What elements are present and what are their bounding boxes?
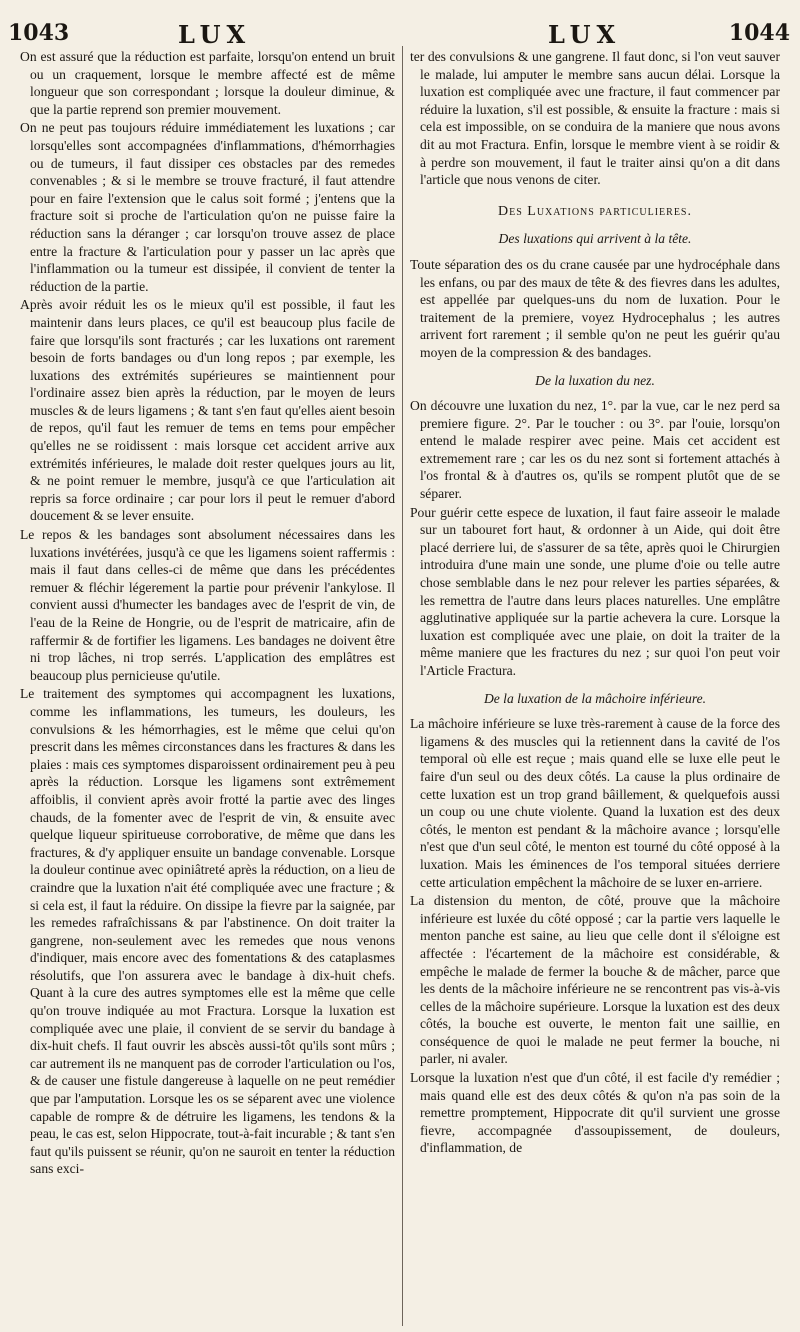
paragraph: Pour guérir cette espece de luxation, il faut faire asseoir le malade sur un tabouret fort haut, & ordonner à un Aide, qui doit être placé derriere lui, de s'assurer de sa tête, après quoi le Chirurgien introduira d'une main une sonde, une plume d'oie ou telle autre chose semblable dans le nez pour relever les parties séparées, & les remettra de l'autre dans leurs places naturelles. Une emplâtre agglutinative appliquée sur la partie achevera la cure. Lorsque la luxation est compliquée avec une plaie, on doit la traiter de la même maniere que les fractures du nez ; sur quoi l'on peut voir l'Article Fractura.	[410, 504, 780, 678]
section-heading: Des Luxations particulieres.	[498, 203, 692, 219]
paragraph: On découvre une luxation du nez, 1°. par la vue, car le nez perd sa premiere figure. 2°. Par le toucher : ou 3°. par l'ouie, lorsqu'on entend le malade respirer avec peine. Mais cet accident est extremement rare ; car les os du nez sont si fortement attachés à l'os frontal & à d'autres os, qu'ils se rompent plutôt que de se séparer.	[410, 398, 780, 502]
page-header	[0, 0, 800, 49]
paragraph: On est assuré que la réduction est parfaite, lorsqu'on entend un bruit ou un craquement, lorsque le membre affecté est de même longueur que son correspondant ; lorsque la douleur diminue, & que la partie reprend son premier mouvement.	[20, 49, 395, 117]
running-head-right: LUX	[548, 20, 622, 49]
subheading: De la luxation de la mâchoire inférieure.	[483, 690, 707, 706]
paragraph: On ne peut pas toujours réduire immédiatement les luxations ; car lorsqu'elles sont accompagnées d'inflammations, d'hémorrhagies ou de tumeurs, il faut dissiper ces obstacles par des remedes convenables ; & si le membre se trouve fracturé, il faut attendre pour en faire l'extension que le calus soit formé ; j'entens que la fracture soit si proche de l'articulation qu'on ne puisse faire la réduction sans la déranger ; car lorsqu'on trouve assez de place entre la fracture & l'articulation pour y passer un lac après que l'inflammation ou la tumeur est dissipée, il convient de tenter la réduction de la partie.	[20, 120, 395, 294]
right-column	[410, 48, 780, 1328]
paragraph: Toute séparation des os du crane causée par une hydrocéphale dans les enfans, ou par des maux de tête & des fievres dans les adultes, est appellée par quelques-uns du nom de luxation. Pour le traitement de la premiere, voyez Hydrocephalus ; les autres arrivent fort rarement ; il semble qu'on ne peut les guérir qu'au moyen de la compression & des bandages.	[410, 256, 780, 360]
page-number-right: 1044	[728, 20, 790, 46]
page-number-left: 1043	[8, 20, 70, 46]
column-divider	[402, 46, 403, 1326]
running-head-left: LUX	[178, 20, 252, 49]
subheading: Des luxations qui arrivent à la tête.	[498, 231, 692, 247]
paragraph: La distension du menton, de côté, prouve que la mâchoire inférieure est luxée du côté opposé ; car la partie vers laquelle le menton panche est saine, au lieu que celle dont il s'éloigne est affectée : l'écartement de la mâchoire est considérable, & empêche le malade de fermer la bouche & de mâcher, parce que les dents de la mâchoire inférieure ne se rencontrent pas vis-à-vis celles de la mâchoire supérieure. Lorsque la luxation est des deux côtés, la bouche est ouverte, le menton fait une saillie, en conséquence de quoi le malade ne peut fermer la bouche, ni parler, ni avaler.	[410, 893, 780, 1067]
paragraph: Le traitement des symptomes qui accompagnent les luxations, comme les inflammations, les tumeurs, les douleurs, les convulsions & les hémorrhagies, est le même que celui qu'on prescrit dans les mêmes circonstances dans les fractures & dans les plaies : mais ces symptomes disparoissent ordinairement peu à peu après la réduction. Lorsque les ligamens sont extrêmement affoiblis, il convient après avoir frotté la partie avec des linges chauds, de la fomenter avec de l'esprit de vin, & ensuite avec quelque liqueur spiritueuse corroborative, de même que dans les fractures, & d'y appliquer ensuite un bandage convenable. Lorsque la douleur continue avec opiniâtreté après la réduction, on a lieu de craindre que la luxation n'ait été compliquée avec une fracture ; & si cela est, il faut la réduire. On dissipe la fievre par la saignée, par les remedes rafraîchissans & par l'abstinence. On doit traiter la gangrene, non-seulement avec les remedes que nous venons d'indiquer, mais encore avec des fomentations & des cataplasmes résolutifs, que l'on assurera avec le bandage à dix-huit chefs. Quant à la cure des autres symptomes elle est la même que celle qu'on trouve indiquée au mot Fractura. Lorsque la luxation est compliquée avec une plaie, il convient de se servir du bandage à dix-huit chefs. Il faut ouvrir les abscès aussi-tôt qu'ils sont mûrs ; car autrement ils ne manquent pas de corroder l'articulation ou l'os, & de causer une fistule dangereuse à laquelle on ne peut remédier que par l'amputation. Lorsque les os se séparent avec une violence capable de rompre & de détruire les ligamens, les tendons & la peau, le cas est, selon Hippocrate, tout-à-fait incurable ; & tant s'en faut qu'ils puissent se réunir, qu'on ne sauroit en tenter la réduction sans exci-	[20, 686, 395, 1177]
paragraph: Après avoir réduit les os le mieux qu'il est possible, il faut les maintenir dans leurs places, ce qu'il est beaucoup plus facile de faire que lorsqu'ils sont fracturés ; car les luxations ont rarement besoin de forts bandages ou d'un long repos ; par exemple, les luxations des extrémités supérieures se maintiennent pour l'ordinaire assez bien après la réduction, par le moyen de leurs muscles & de leurs ligamens ; & tant s'en faut qu'elles aient besoin de repos, qu'il faut les remuer de tems en tems pour empêcher qu'elles ne se roidissent : mais lorsque cet accident arrive aux extrémités inférieures, le malade doit rester quelques jours au lit, & ne point remuer le membre, jusqu'à ce que l'articulation ait repris sa force ordinaire ; car pour lors il peut le remuer d'abord doucement & se lever ensuite.	[20, 297, 395, 524]
subheading: De la luxation du nez.	[535, 372, 655, 388]
left-column	[20, 48, 395, 1328]
paragraph: ter des convulsions & une gangrene. Il faut donc, si l'on veut sauver le malade, lui amputer le membre sans aucun délai. Lorsque la luxation est compliquée avec une fracture, il faut commencer par réduire la luxation, s'il est possible, & ensuite la fracture : mais si cela est impossible, on se conduira de la maniere que nous avons dit au mot Fractura. Enfin, lorsque le membre vient à se roidir & à perdre son mouvement, il faut le traiter ainsi qu'on a dit dans l'article que nous venons de citer.	[410, 49, 780, 188]
paragraph: Lorsque la luxation n'est que d'un côté, il est facile d'y remédier ; mais quand elle est des deux côtés & qu'on n'a pas soin de la remettre promptement, Hippocrate dit qu'il survient une grosse fievre, accompagnée d'assoupissement, de douleurs, d'inflammation, de	[410, 1070, 780, 1156]
paragraph: La mâchoire inférieure se luxe très-rarement à cause de la force des ligamens & des muscles qui la retiennent dans la cavité de l'os temporal où elle est reçue ; mais quand elle se luxe elle peut le faire d'un seul ou des deux côtés. La cause la plus ordinaire de cette luxation est un trop grand bâillement, & quelquefois aussi un coup ou une chute violente. Quand la luxation est des deux côtés, le menton est pendant & la mâchoire avance ; lorsqu'elle n'est que d'un seul côté, le menton est tourné du côté opposé à la luxation. Mais les éminences de l'os temporal situées derriere cette articulation empêchent la mâchoire de se luxer en-arriere.	[410, 716, 780, 890]
paragraph: Le repos & les bandages sont absolument nécessaires dans les luxations invétérées, jusqu'à ce que les ligamens soient raffermis : mais il faut dans celles-ci de même que dans les précédentes remuer & fléchir légerement la partie pour prévenir l'ankylose. Il convient aussi d'humecter les bandages avec de l'esprit de vin, de l'eau de la Reine de Hongrie, ou de l'esprit de matricaire, afin de raffermir & de fortifier les ligamens. Les bandages ne doivent être ni trop lâches, ni trop serrés. L'application des emplâtres est beaucoup plus pernicieuse qu'utile.	[20, 527, 395, 683]
